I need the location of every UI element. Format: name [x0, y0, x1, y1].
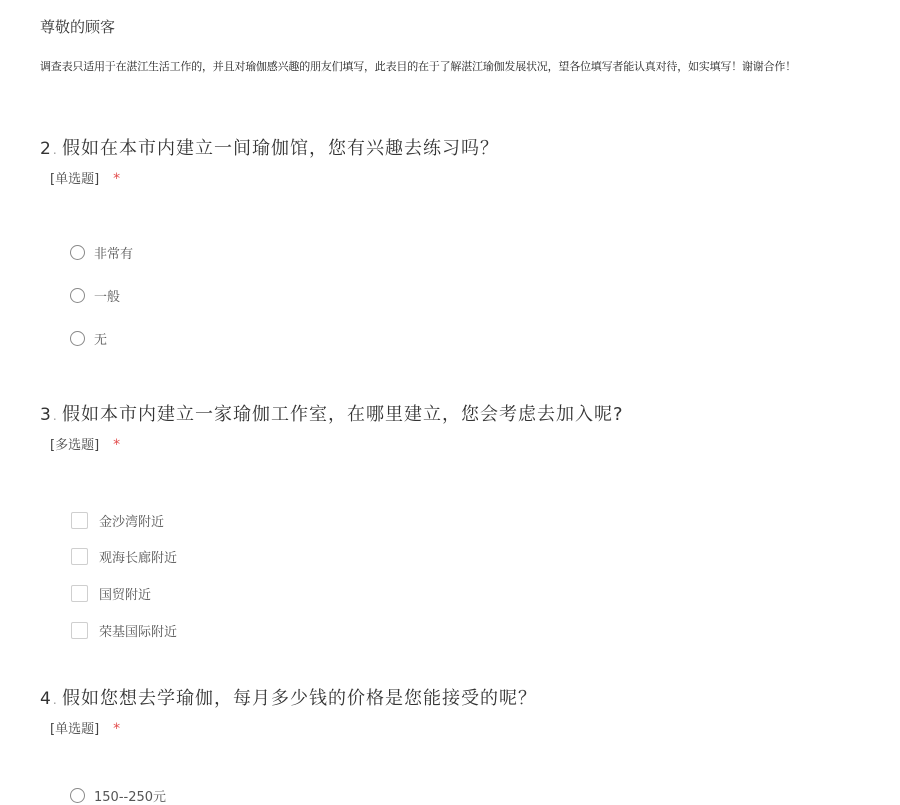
option-checkbox[interactable] [70, 547, 177, 566]
option-radio[interactable] [70, 243, 133, 262]
required-mark: * [113, 437, 121, 453]
question-title [40, 400, 624, 426]
radio-button[interactable] [70, 788, 85, 803]
checkbox[interactable] [71, 548, 88, 565]
greeting-text: 尊敬的顾客 [40, 18, 116, 36]
required-mark: * [113, 721, 121, 737]
option-radio[interactable] [70, 329, 107, 348]
checkbox[interactable] [71, 585, 88, 602]
option-label[interactable]: 一般 [94, 290, 121, 305]
option-label[interactable]: 荣基国际附近 [99, 625, 178, 640]
radio-button[interactable] [70, 245, 85, 260]
option-label[interactable]: 观海长廊附近 [99, 551, 178, 566]
checkbox[interactable] [71, 622, 88, 639]
question-type [50, 718, 120, 737]
option-label[interactable]: 国贸附近 [99, 588, 152, 603]
question-text: 假如本市内建立一家瑜伽工作室，在哪里建立，您会考虑去加入呢? [62, 404, 624, 425]
survey-intro: 调查表只适用于在湛江生活工作的，并且对瑜伽感兴趣的朋友们填写，此表目的在于了解湛江瑜伽发展状况，望各位填写者能认真对待，如实填写！谢谢合作！ [40, 60, 796, 73]
question-type-label: [多选题] [50, 438, 100, 453]
question-number: 2. [40, 139, 58, 159]
question-text: 假如在本市内建立一间瑜伽馆，您有兴趣去练习吗？ [62, 138, 499, 159]
required-mark: * [113, 171, 121, 187]
option-radio[interactable] [70, 786, 166, 805]
question-type [50, 168, 120, 187]
option-label[interactable]: 金沙湾附近 [99, 515, 165, 530]
question-type [50, 434, 120, 453]
option-checkbox[interactable] [70, 584, 151, 603]
radio-button[interactable] [70, 331, 85, 346]
radio-button[interactable] [70, 288, 85, 303]
question-number: 3. [40, 405, 58, 425]
question-type-label: [单选题] [50, 722, 100, 737]
option-checkbox[interactable] [70, 511, 164, 530]
option-label[interactable]: 非常有 [94, 247, 134, 262]
option-label[interactable]: 无 [94, 333, 108, 348]
question-type-label: [单选题] [50, 172, 100, 187]
question-number: 4. [40, 689, 58, 709]
option-radio[interactable] [70, 286, 120, 305]
question-text: 假如您想去学瑜伽，每月多少钱的价格是您能接受的呢？ [62, 688, 537, 709]
question-title [40, 134, 499, 160]
option-label[interactable]: 150--250元 [94, 790, 167, 805]
checkbox[interactable] [71, 512, 88, 529]
question-title [40, 684, 537, 710]
option-checkbox[interactable] [70, 621, 177, 640]
